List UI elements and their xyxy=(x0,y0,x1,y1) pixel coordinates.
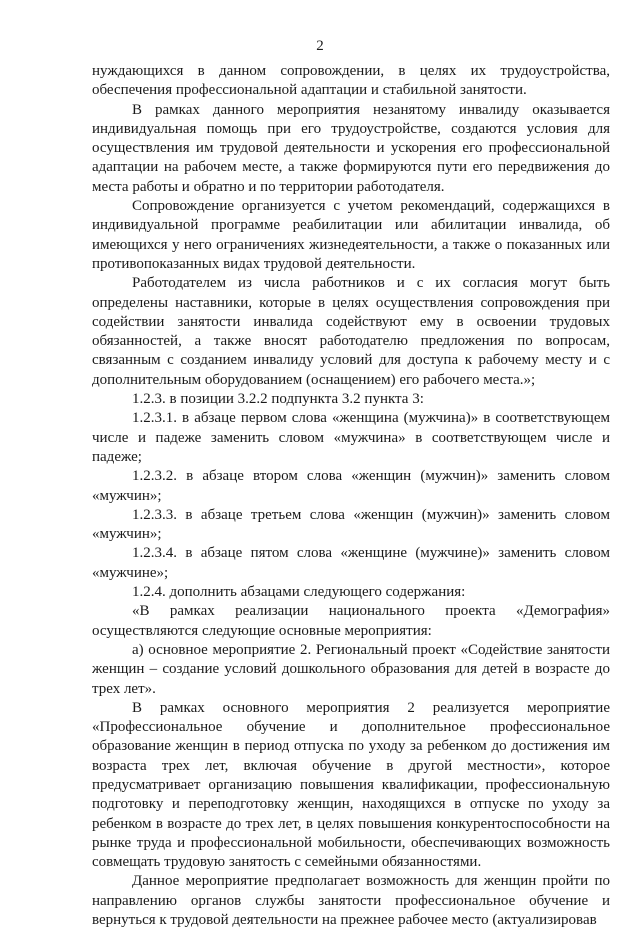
paragraph: 1.2.3. в позиции 3.2.2 подпункта 3.2 пункта 3: xyxy=(132,391,424,408)
paragraph: В рамках данного мероприятия незанятому инвалиду оказывается индивидуальная помощь при его трудоустройстве, создаются условия для осуществления им трудовой деятельности и ускорения его профессиональной адаптации на рабочем месте, а также формируются пути его передвижения до места работы и обратно и по территории работодателя. xyxy=(92,101,610,195)
paragraph: а) основное мероприятие 2. Региональный проект «Содействие занятости женщин – создание условий дошкольного образования для детей в возрасте до трех лет». xyxy=(92,641,610,697)
paragraph-continuation: нуждающихся в данном сопровождении, в целях их трудоустройства, обеспечения профессиональной адаптации и стабильной занятости. xyxy=(92,63,610,99)
paragraph: 1.2.4. дополнить абзацами следующего содержания: xyxy=(132,584,466,601)
paragraph: «В рамках реализации национального проекта «Демография» осуществляются следующие основные мероприятия: xyxy=(92,603,610,639)
paragraph: В рамках основного мероприятия 2 реализуется мероприятие «Профессиональное обучение и дополнительное профессиональное образование женщин в период отпуска по уходу за ребенком до достижения им возраста трех лет, включая обучение в другой местности», которое предусматривает организацию повышения квалификации, профессиональную подготовку и переподготовку женщин, находящихся в отпуске по уходу за ребенком в возрасте до трех лет, в целях повышения конкурентоспособности на рынке труда и профессиональной мобильности, обеспечивающих возможность совмещать трудовую занятость с семейными обязанностями. xyxy=(92,699,610,871)
paragraph: 1.2.3.2. в абзаце втором слова «женщин (мужчин)» заменить словом «мужчин»; xyxy=(92,468,610,504)
paragraph: 1.2.3.4. в абзаце пятом слова «женщине (мужчине)» заменить словом «мужчине»; xyxy=(92,545,610,581)
paragraph: Работодателем из числа работников и с их согласия могут быть определены наставники, которые в целях осуществления сопровождения при содействии занятости инвалида содействуют ему в освоении трудовых обязанностей, а также вносят работодателю предложения по вопросам, связанным с созданием инвалиду условий для доступа к рабочему месту и с дополнительным оборудованием (оснащением) его рабочего места.»; xyxy=(92,275,610,388)
paragraph: 1.2.3.1. в абзаце первом слова «женщина (мужчина)» в соответствующем числе и падеже заменить словом «мужчина» в соответствующем числе и падеже; xyxy=(92,410,610,465)
document-body xyxy=(92,62,610,930)
paragraph: Сопровождение организуется с учетом рекомендаций, содержащихся в индивидуальной программе реабилитации или абилитации инвалида, об имеющихся у него ограничениях жизнедеятельности, а также о показанных или противопоказанных видах трудовой деятельности. xyxy=(92,198,610,272)
page-number: 2 xyxy=(316,38,324,54)
paragraph: 1.2.3.3. в абзаце третьем слова «женщин (мужчин)» заменить словом «мужчин»; xyxy=(92,506,610,543)
paragraph: Данное мероприятие предполагает возможность для женщин пройти по направлению органов службы занятости профессиональное обучение и вернуться к трудовой деятельности на прежнее рабочее место (актуализировав xyxy=(92,873,610,929)
